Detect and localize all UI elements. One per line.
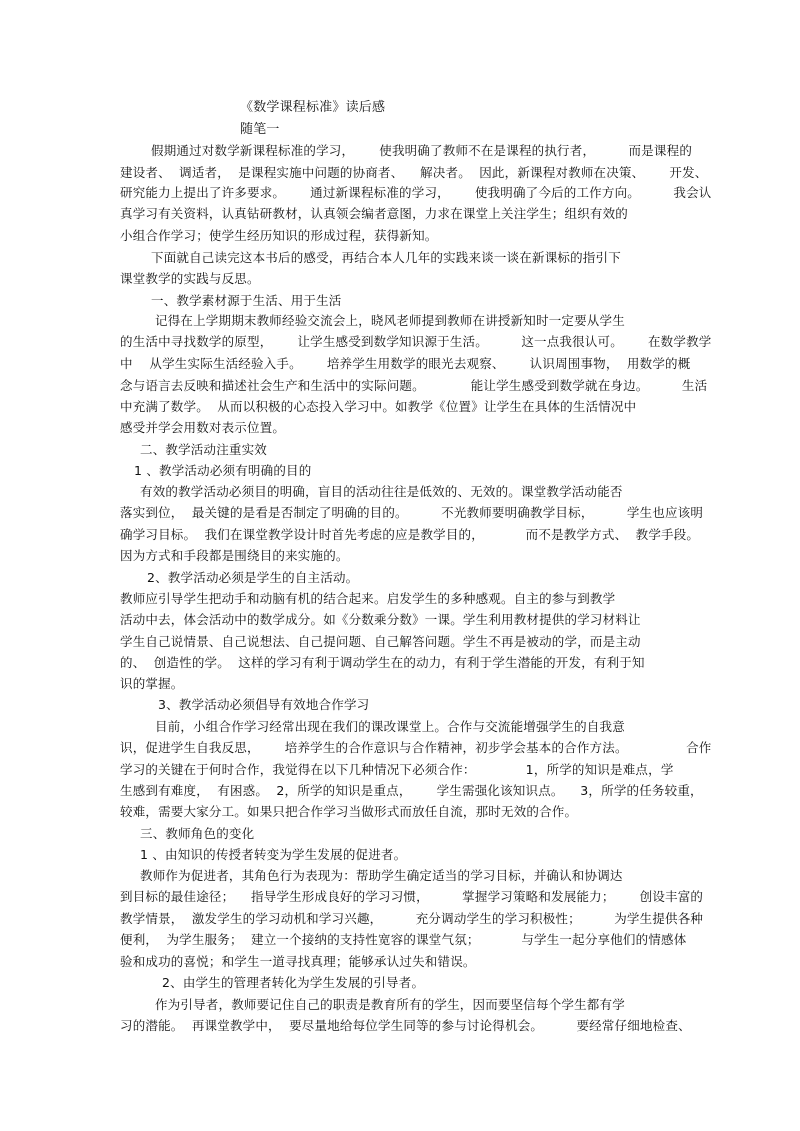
paragraph-line: 建设者、 调适者， 是课程实施中问题的协商者、 解决者。 因此，新课程对教师在决策、 开发、 (120, 165, 708, 180)
subsection-heading: 3、教学活动必须倡导有效地合作学习 (158, 697, 370, 712)
paragraph-line: 感受并学会用数对表示位置。 (120, 420, 286, 435)
paragraph-line: 作为引导者，教师要记住自己的职责是教育所有的学生，因而要坚信每个学生都有学 (155, 997, 625, 1012)
paragraph-line: 教师应引导学生把动手和动脑有机的结合起来。启发学生的多种感观。自主的参与到教学 (120, 591, 616, 606)
document-title: 《数学课程标准》读后感 (240, 100, 386, 115)
paragraph-line: 小组合作学习；使学生经历知识的形成过程，获得新知。 (120, 228, 438, 243)
paragraph-line: 有效的教学活动必须目的明确，盲目的活动往往是低效的、无效的。课堂教学活动能否 (140, 484, 623, 499)
paragraph-line: 便利， 为学生服务； 建立一个接纳的支持性宽容的课堂气氛； 与学生一起分享他们的情感体 (120, 932, 687, 947)
paragraph-line: 教学情景， 激发学生的学习动机和学习兴趣， 充分调动学生的学习积极性； 为学生提供各种 (120, 911, 704, 926)
paragraph-line: 活动中去，体会活动中的数学成分。如《分数乘分数》一课。学生利用教材提供的学习材料让 (120, 612, 641, 627)
paragraph-line: 目前，小组合作学习经常出现在我们的课改课堂上。合作与交流能增强学生的自我意 (155, 719, 625, 734)
subsection-heading: 1 、由知识的传授者转变为学生发展的促进者。 (140, 847, 407, 862)
paragraph-line: 下面就自己读完这本书后的感受，再结合本人几年的实践来谈一谈在新课标的指引下 (151, 250, 621, 265)
paragraph-line: 确学习目标。 我们在课堂教学设计时首先考虑的应是教学目的， 而不是教学方式、 教学手段。 (120, 527, 700, 542)
paragraph-line: 生感到有难度， 有困惑。 2，所学的知识是重点， 学生需强化该知识点。 3，所学的任务较重， (120, 783, 703, 798)
paragraph-line: 因为方式和手段都是围绕目的来实施的。 (120, 548, 349, 563)
section-heading: 三、教师角色的变化 (140, 826, 255, 841)
paragraph-line: 学习的关键在于何时合作，我觉得在以下几种情况下必须合作： 1，所学的知识是难点，学 (120, 762, 674, 777)
paragraph-line: 学生自己说情景、自己说想法、自己提问题、自己解答问题。学生不再是被动的学，而是主动 (120, 634, 641, 649)
subsection-heading: 1 、教学活动必须有明确的目的 (134, 463, 312, 478)
paragraph-line: 中 从学生实际生活经验入手。 培养学生用数学的眼光去观察、 认识周围事物， 用数学的概 (120, 356, 691, 371)
paragraph-line: 的、 创造性的学。 这样的学习有利于调动学生在的动力，有利于学生潜能的开发，有利于知 (120, 655, 645, 670)
paragraph-line: 较难，需要大家分工。如果只把合作学习当做形式而放任自流，那时无效的合作。 (120, 804, 578, 819)
paragraph-line: 假期通过对数学新课程标准的学习， 使我明确了教师不在是课程的执行者， 而是课程的 (151, 143, 693, 158)
paragraph-line: 习的潜能。 再课堂教学中， 要尽量地给每位学生同等的参与讨论得机会。 要经常仔细地检查、 (120, 1018, 691, 1033)
paragraph-line: 研究能力上提出了许多要求。 通过新课程标准的学习， 使我明确了今后的工作方向。 我会认 (120, 185, 712, 200)
paragraph-line: 念与语言去反映和描述社会生产和生活中的实际问题。 能让学生感受到数学就在身边。 生活 (120, 378, 708, 393)
document-subtitle: 随笔一 (240, 122, 280, 137)
paragraph-line: 落实到位， 最关键的是看是否制定了明确的目的。 不光教师要明确教学目标， 学生也应该明 (120, 505, 704, 520)
section-heading: 二、教学活动注重实效 (140, 442, 268, 457)
paragraph-line: 记得在上学期期末教师经验交流会上，晓风老师提到教师在讲授新知时一定要从学生 (155, 313, 625, 328)
paragraph-line: 课堂教学的实践与反思。 (120, 271, 260, 286)
paragraph-line: 真学习有关资料，认真钻研教材，认真领会编者意图，力求在课堂上关注学生；组织有效的 (120, 206, 629, 221)
paragraph-line: 教师作为促进者，其角色行为表现为：帮助学生确定适当的学习目标，并确认和协调达 (140, 868, 623, 883)
paragraph-line: 的生活中寻找数学的原型， 让学生感受到数学知识源于生活。 这一点我很认可。 在数学教学 (120, 334, 712, 349)
subsection-heading: 2、教学活动必须是学生的自主活动。 (147, 570, 359, 585)
subsection-heading: 2、由学生的管理者转化为学生发展的引导者。 (162, 975, 425, 990)
paragraph-line: 中充满了数学。 从而以积极的心态投入学习中。如教学《位置》让学生在具体的生活情况中 (120, 399, 637, 414)
section-heading: 一、教学素材源于生活、用于生活 (151, 293, 342, 308)
paragraph-line: 识的掌握。 (120, 676, 184, 691)
paragraph-line: 验和成功的喜悦；和学生一道寻找真理；能够承认过失和错误。 (120, 954, 476, 969)
paragraph-line: 到目标的最佳途径； 指导学生形成良好的学习习惯， 掌握学习策略和发展能力； 创设丰富的 (120, 889, 704, 904)
paragraph-line: 识，促进学生自我反思， 培养学生的合作意识与合作精神，初步学会基本的合作方法。 合作 (120, 740, 712, 755)
